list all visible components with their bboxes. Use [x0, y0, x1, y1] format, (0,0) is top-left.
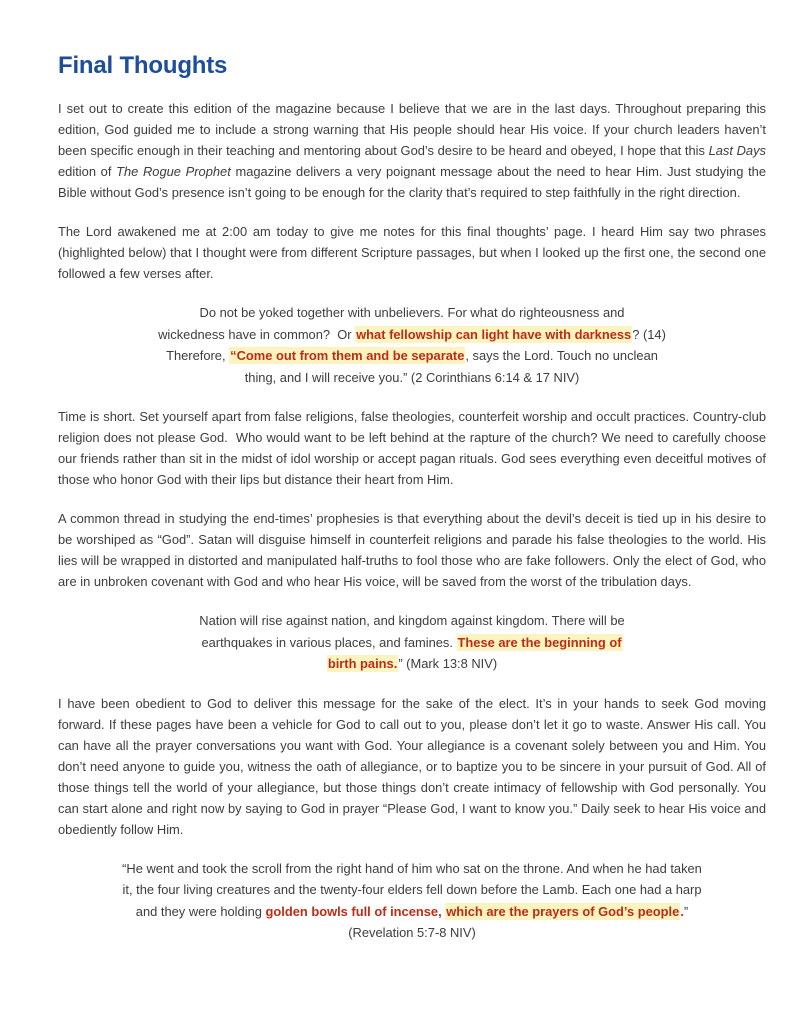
text-run: (Revelation 5:7-8 NIV): [348, 925, 476, 940]
quote-line: [58, 922, 766, 944]
red-emphasis-text: golden bowls full of incense,: [265, 903, 446, 919]
body-paragraph: [58, 406, 766, 490]
text-run: ? (14): [632, 326, 666, 342]
document-body: [58, 98, 766, 944]
highlighted-emphasis-text: These are the beginning of: [457, 634, 622, 650]
text-run: Therefore,: [166, 348, 230, 363]
quote-line: [58, 879, 766, 901]
scripture-quote: [58, 610, 766, 675]
text-run: Do not be yoked together with unbelievers. For what do righteousness and: [199, 305, 625, 320]
quote-line: [58, 901, 766, 923]
text-run: ” (Mark 13:8 NIV): [398, 656, 498, 671]
text-run: I have been obedient to God to deliver this message for the sake of the elect. It’s in your hands to seek God moving forward. If these pages have been a vehicle for God to call out to you, please don’t let it go to waste. Answer His call. You can have all the prayer conversations you want with God. Your allegiance is a covenant solely between you and Him. You don’t need anyone to guide you, witness the oath of allegiance, or to baptize you to be sincere in your pursuit of God. All of those things tell the world of your allegiance, but those things don’t create intimacy of fellowship with God personally. You can start alone and right now by saying to God in prayer “Please God, I want to know you.” Daily seek to hear His voice and obediently follow Him.: [58, 695, 766, 837]
highlighted-emphasis-text: what fellowship can light have with darkness: [356, 326, 632, 342]
text-run: “He went and took the scroll from the right hand of him who sat on the throne. And when he had taken: [122, 860, 702, 876]
quote-line: [58, 610, 766, 632]
quote-line: [58, 345, 766, 367]
quote-line: [58, 367, 766, 389]
text-run: The Lord awakened me at 2:00 am today to give me notes for this final thoughts’ page. I heard Him say two phrases (highlighted below) that I thought were from different Scripture passages, but when I looked up the first one, the second one followed a few verses after.: [58, 224, 766, 281]
text-run: Nation will rise against nation, and kingdom against kingdom. There will be: [199, 613, 625, 628]
scripture-quote: [58, 302, 766, 388]
highlighted-emphasis-text: “Come out from them and be separate: [230, 348, 465, 363]
text-run: thing, and I will receive you.” (2 Corinthians 6:14 & 17 NIV): [244, 369, 580, 385]
body-paragraph: [58, 221, 766, 284]
text-run: and they were holding: [135, 903, 266, 919]
text-run: I set out to create this edition of the magazine because I believe that we are in the last days. Throughout preparing this edition, God guided me to include a strong warning that His people should hear His voice. If your church leaders haven’t been specific enough in their teaching and mentoring about God’s desire to be heard and obeyed, I hope that this: [58, 101, 766, 158]
body-paragraph: [58, 98, 766, 203]
body-paragraph: [58, 508, 766, 592]
quote-line: [58, 858, 766, 880]
text-run: magazine delivers a very poignant message about the need to hear Him. Just studying the Bible without God’s presence isn’t going to be enough for the clarity that’s required to step faithfully in the right direction.: [58, 164, 766, 200]
italic-text: The Rogue Prophet: [116, 164, 231, 179]
text-run: A common thread in studying the end-times’ prophesies is that everything about the devil’s deceit is tied up in his desire to be worshiped as “God”. Satan will disguise himself in counterfeit religions and parade his false theologies to the world. His lies will be wrapped in distorted and manipulated half-truths to fool those who are fake followers. Only the elect of God, who are in unbroken covenant with God and who hear His voice, will be saved from the worst of the tribulation days.: [58, 511, 766, 589]
quote-line: [58, 302, 766, 324]
text-run: edition of: [58, 164, 117, 179]
scripture-quote: [58, 858, 766, 944]
quote-line: [58, 632, 766, 654]
text-run: wickedness have in common? Or: [158, 326, 356, 342]
page-title: Final Thoughts: [58, 52, 228, 79]
italic-text: Last Days: [708, 143, 766, 158]
text-run: earthquakes in various places, and famines.: [201, 634, 457, 650]
quote-line: [58, 653, 766, 675]
text-run: Time is short. Set yourself apart from false religions, false theologies, counterfeit worship and occult practices. Country-club religion does not please God. Who would want to be left behind at the rapture of the church? We need to carefully choose our friends rather than sit in the midst of idol worship or accept pagan rituals. God sees everything even deceitful motives of those who honor God with their lips but distance their heart from Him.: [58, 409, 766, 487]
highlighted-emphasis-text: which are the prayers of God’s people: [446, 903, 680, 919]
quote-line: [58, 324, 766, 346]
highlighted-emphasis-text: birth pains.: [327, 656, 398, 671]
text-run: , says the Lord. Touch no unclean: [465, 348, 658, 363]
text-run: ”: [683, 903, 689, 919]
red-emphasis-text: .: [680, 903, 684, 919]
body-paragraph: [58, 693, 766, 840]
text-run: it, the four living creatures and the twenty-four elders fell down before the Lamb. Each one had a harp: [122, 882, 702, 897]
